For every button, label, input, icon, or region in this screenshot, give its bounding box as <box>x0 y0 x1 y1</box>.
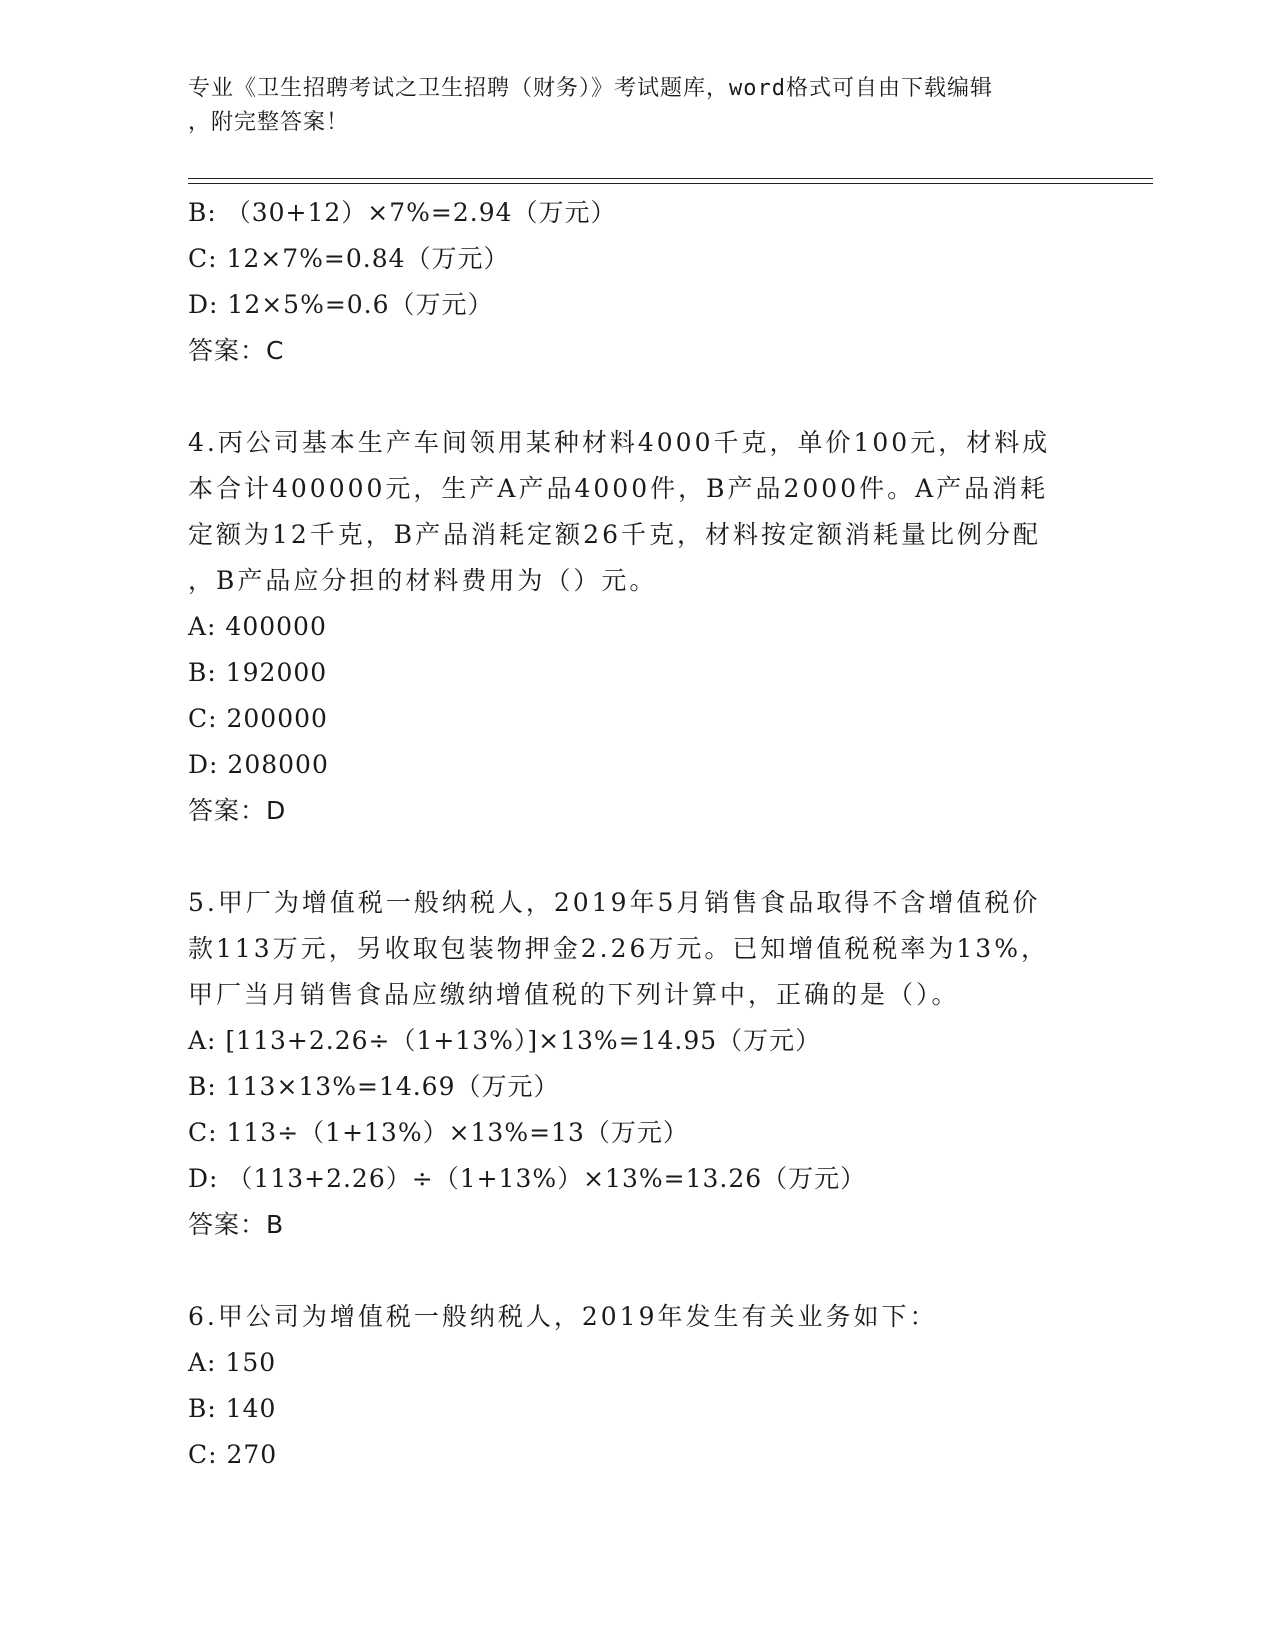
option-b: B: 140 <box>188 1394 277 1423</box>
spacer <box>188 834 1088 880</box>
option-b: B: 192000 <box>188 658 328 687</box>
question-text-line: 5.甲厂为增值税一般纳税人，2019年5月销售食品取得不含增值税价 <box>188 888 1041 917</box>
question-5 <box>188 880 1088 1248</box>
question-text-line: 4.丙公司基本生产车间领用某种材料4000千克，单价100元，材料成 <box>188 428 1051 457</box>
option-d: D: 12×5%=0.6（万元） <box>188 290 494 319</box>
header-line-2: ，附完整答案！ <box>188 110 350 135</box>
option-c: C: 12×7%=0.84（万元） <box>188 244 510 273</box>
header-rule-bottom <box>188 183 1153 184</box>
option-a: A: [113+2.26÷（1+13%）]×13%=14.95（万元） <box>188 1026 822 1055</box>
question-6 <box>188 1294 1088 1478</box>
option-c: C: 200000 <box>188 704 328 733</box>
question-text-line: 定额为12千克，B产品消耗定额26千克，材料按定额消耗量比例分配 <box>188 520 1041 549</box>
question-content <box>188 190 1088 1478</box>
question-text-line: ，B产品应分担的材料费用为（）元。 <box>188 566 658 595</box>
question-text-line: 6.甲公司为增值税一般纳税人，2019年发生有关业务如下： <box>188 1302 938 1331</box>
answer: 答案：D <box>188 796 287 825</box>
option-b: B: （30+12）×7%=2.94（万元） <box>188 198 617 227</box>
answer: 答案：B <box>188 1210 285 1239</box>
option-d: D: （113+2.26）÷（1+13%）×13%=13.26（万元） <box>188 1164 867 1193</box>
header-rule-top <box>188 178 1153 179</box>
answer: 答案：C <box>188 336 285 365</box>
option-b: B: 113×13%=14.69（万元） <box>188 1072 560 1101</box>
option-a: A: 400000 <box>188 612 327 641</box>
option-c: C: 113÷（1+13%）×13%=13（万元） <box>188 1118 689 1147</box>
option-a: A: 150 <box>188 1348 277 1377</box>
spacer <box>188 1248 1088 1294</box>
question-3 <box>188 190 1088 374</box>
question-text-line: 款113万元，另收取包装物押金2.26万元。已知增值税税率为13%， <box>188 934 1049 963</box>
option-d: D: 208000 <box>188 750 329 779</box>
question-text-line: 本合计400000元，生产A产品4000件，B产品2000件。A产品消耗 <box>188 474 1049 503</box>
question-4 <box>188 420 1088 834</box>
spacer <box>188 374 1088 420</box>
option-c: C: 270 <box>188 1440 278 1469</box>
question-text-line: 甲厂当月销售食品应缴纳增值税的下列计算中，正确的是（）。 <box>188 980 960 1009</box>
header-line-1: 专业《卫生招聘考试之卫生招聘（财务）》考试题库，word格式可自由下载编辑 <box>188 76 993 101</box>
document-header <box>188 72 1068 140</box>
